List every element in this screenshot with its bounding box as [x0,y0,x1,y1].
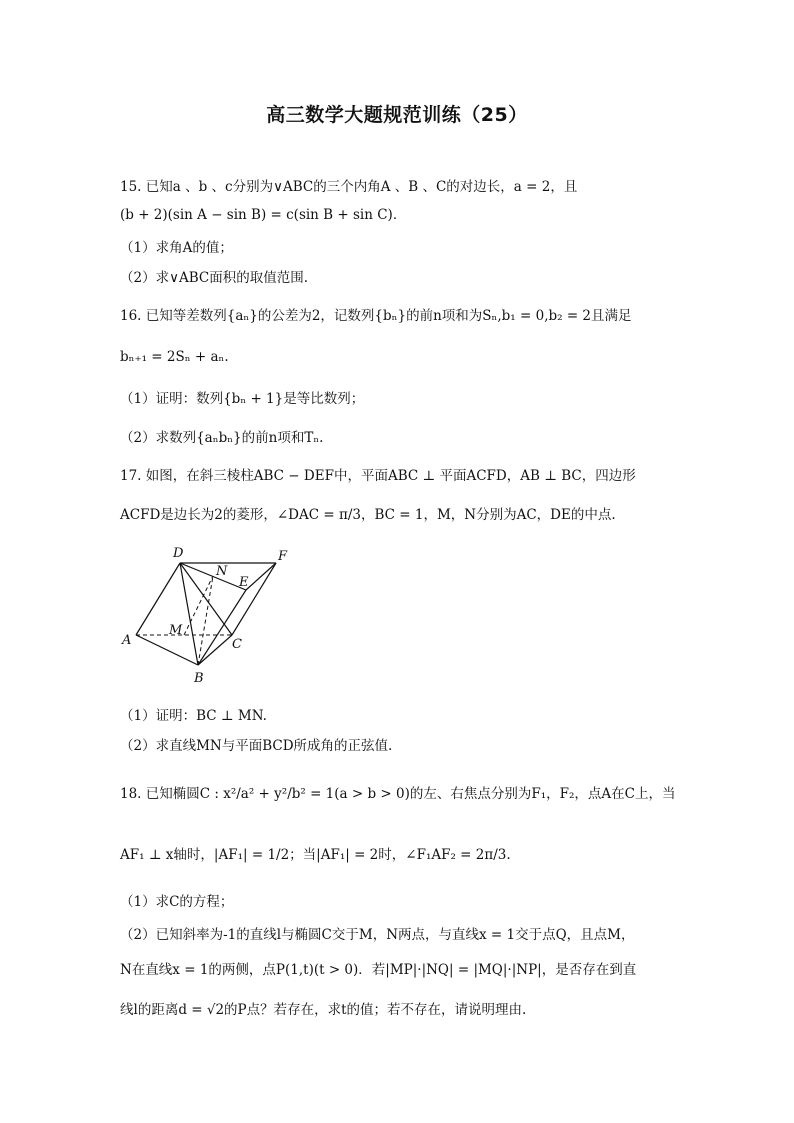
segment-BN-hidden [198,576,213,665]
q18-part2-line2: N在直线x = 1的两侧，点P(1,t)(t > 0)．若|MP|·|NQ| = |MQ|·|NP|，是否存在到直 [120,962,637,978]
label-M: M [169,623,183,638]
edge-AB [136,635,198,665]
q16-part1: （1）证明：数列{bₙ + 1}是等比数列； [120,391,365,407]
label-N: N [216,564,228,579]
edge-FC [232,563,276,635]
label-A: A [122,633,132,648]
q18-part1: （1）求C的方程； [120,894,234,910]
label-B: B [194,671,204,686]
label-E: E [239,575,249,590]
edge-FE [246,563,276,590]
edge-DB [180,563,198,665]
edge-BE [198,590,246,665]
q18-part2-line1: （2）已知斜率为-1的直线l与椭圆C交于M，N两点，与直线x = 1交于点Q，且点M， [120,927,635,943]
label-C: C [232,637,242,652]
q17-stem-line1: 17. 如图，在斜三棱柱ABC − DEF中，平面ABC ⊥ 平面ACFD，AB ⊥ BC，四边形 [120,468,636,484]
q15-part2: （2）求∨ABC面积的取值范围. [120,270,309,286]
q18-part2-line3: 线l的距离d = √2的P点？若存在，求t的值；若不存在，请说明理由. [120,1002,527,1018]
prism-diagram [118,540,298,690]
label-D: D [173,546,184,561]
q15-stem-line1: 15. 已知a 、b 、c分别为∨ABC的三个内角A 、B 、C的对边长，a = 2，且 [120,179,578,195]
segment-MN-hidden [184,576,213,635]
page-title: 高三数学大题规范训练（25） [266,104,528,126]
q16-part2: （2）求数列{aₙbₙ}的前n项和Tₙ. [120,430,324,446]
q15-part1: （1）求角A的值； [120,240,233,256]
q17-part2: （2）求直线MN与平面BCD所成角的正弦值. [120,738,393,754]
label-F: F [278,549,288,564]
q18-stem-line1: 18. 已知椭圆C : x²/a² + y²/b² = 1(a > b > 0)的左、右焦点分别为F₁，F₂，点A在C上，当 [120,786,676,802]
q18-stem-line2: AF₁ ⊥ x轴时，|AF₁| = 1/2；当|AF₁| = 2时，∠F₁AF₂ = 2π/3. [120,847,511,863]
q17-part1: （1）证明：BC ⊥ MN. [120,708,267,724]
prism-figure [118,540,298,690]
q15-stem-line2: (b + 2)(sin A − sin B) = c(sin B + sin C)． [120,207,407,223]
q16-stem-line1: 16. 已知等差数列{aₙ}的公差为2，记数列{bₙ}的前n项和为Sₙ,b₁ = 0,b₂ = 2且满足 [120,308,632,324]
q17-stem-line2: ACFD是边长为2的菱形，∠DAC = π/3，BC = 1，M，N分别为AC，DE的中点. [120,507,616,523]
q16-stem-line2: bₙ₊₁ = 2Sₙ + aₙ. [120,349,229,365]
